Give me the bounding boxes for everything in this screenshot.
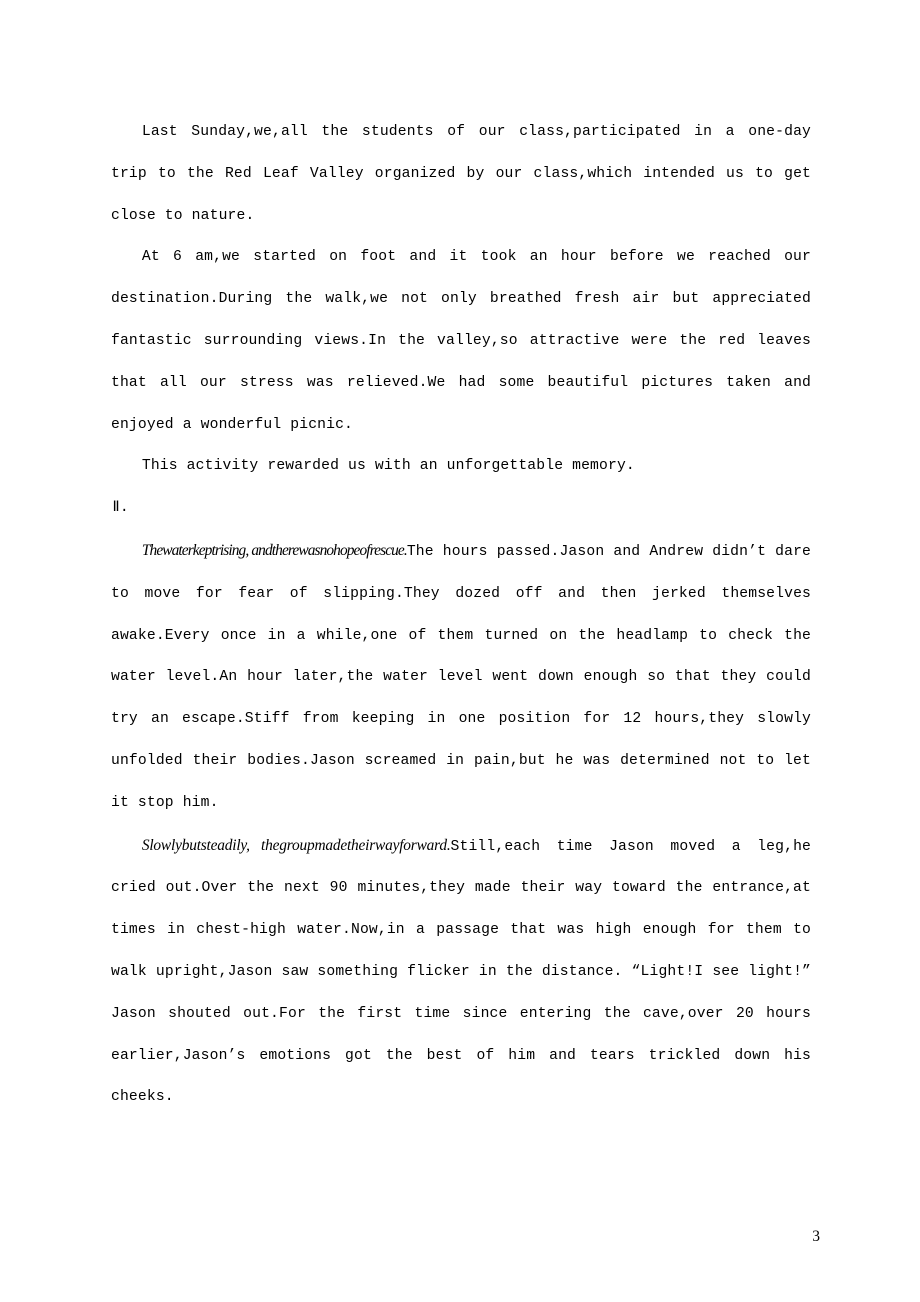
section-heading-2: Ⅱ. [112,500,129,517]
paragraph-story-1 [111,530,811,825]
document-body [111,112,811,1119]
paragraph-trip-2: At 6 am,we started on foot and it took an hour before we reached our destination.During the walk,we not only breathed fresh air but appreciated fantastic surrounding views.In the valley,so attractive were the red leaves that all our stress was relieved.We had some beautiful pictures taken and enjoyed a wonderful picnic. [111,249,811,433]
story-lead-sentence-1: Thewaterkeptrising, andtherewasnohopeofrescue. [141,541,407,559]
page-number: 3 [812,1228,820,1245]
story-body-1: The hours passed.Jason and Andrew didn’t dare to move for fear of slipping.They dozed off and then jerked themselves awake.Every once in a while,one of them turned on the headlamp to check the water level.An hour later,the water level went down enough so that they could try an escape.Stiff from keeping in one position for 12 hours,they slowly unfolded their bodies.Jason screamed in pain,but he was determined not to let it stop him. [111,543,811,811]
paragraph-trip-1: Last Sunday,we,all the students of our class,participated in a one-day trip to the Red Leaf Valley organized by our class,which intended us to get close to nature. [111,124,811,224]
paragraph-story-2 [111,825,811,1120]
story-body-2: Still,each time Jason moved a leg,he cried out.Over the next 90 minutes,they made their way toward the entrance,at times in chest-high water.Now,in a passage that was high enough for them to walk upright,Jason saw something flicker in the distance. “Light!I see light!” Jason shouted out.For the first time since entering the cave,over 20 hours earlier,Jason’s emotions got the best of him and tears trickled down his cheeks. [111,838,812,1106]
paragraph-trip-3: This activity rewarded us with an unforgettable memory. [141,458,635,475]
story-lead-sentence-2: Slowlybutsteadily, thegroupmadetheirwayforward. [141,836,451,854]
